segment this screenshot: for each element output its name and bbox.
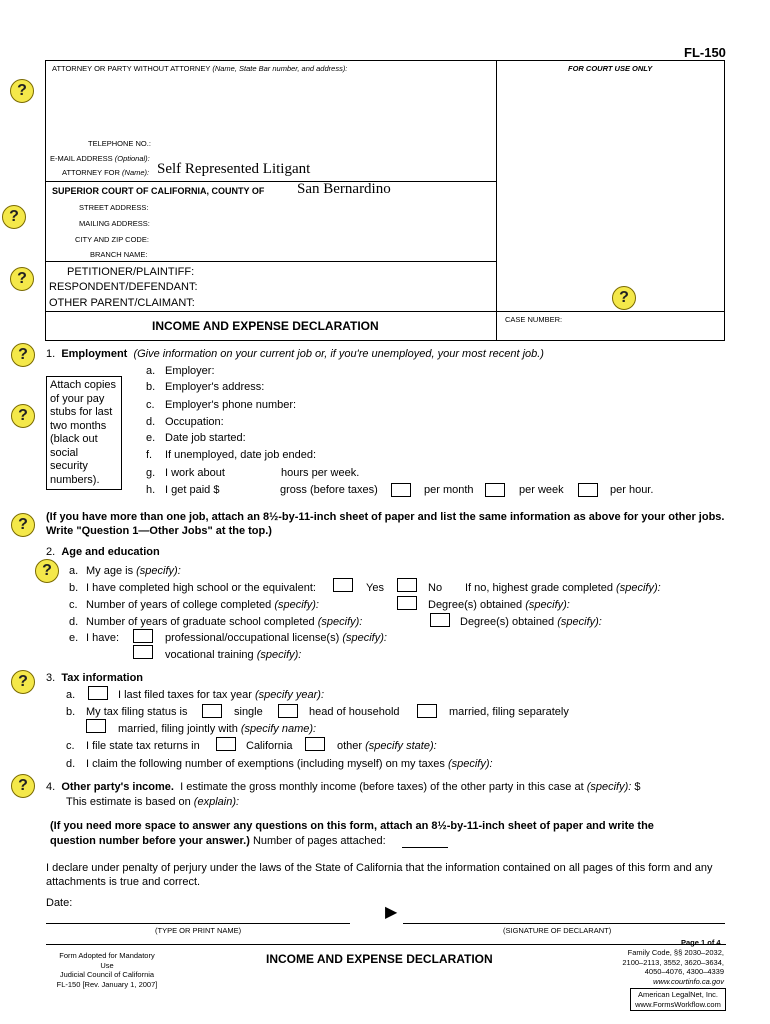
license-checkbox[interactable]	[133, 629, 153, 643]
per-month-checkbox[interactable]	[391, 483, 411, 497]
mfs-checkbox[interactable]	[417, 704, 437, 718]
vendor-box: American LegalNet, Inc. www.FormsWorkflow.com	[630, 988, 726, 1011]
q1-item: f. If unemployed, date job ended:	[146, 449, 317, 461]
help-icon[interactable]: ?	[11, 343, 35, 367]
q2-b: b. I have completed high school or the equivalent:	[69, 582, 316, 594]
q3-b: b. My tax filing status is	[66, 706, 188, 718]
per-hour-checkbox[interactable]	[578, 483, 598, 497]
q2-heading: 2. Age and education	[46, 546, 160, 558]
q2-a: a. My age is (specify):	[69, 565, 181, 577]
type-name-label: (TYPE OR PRINT NAME)	[155, 926, 242, 935]
q3-a: I last filed taxes for tax year (specify year):	[118, 689, 325, 701]
hs-no-checkbox[interactable]	[397, 578, 417, 592]
email-label: E-MAIL ADDRESS (Optional):	[50, 154, 150, 163]
college-degree-checkbox[interactable]	[397, 596, 417, 610]
help-icon[interactable]: ?	[11, 404, 35, 428]
california-label: California	[246, 740, 293, 752]
q1-item: a. Employer:	[146, 365, 215, 377]
help-icon[interactable]: ?	[35, 559, 59, 583]
help-icon[interactable]: ?	[612, 286, 636, 310]
other-state-checkbox[interactable]	[305, 737, 325, 751]
branch-label: BRANCH NAME:	[90, 250, 148, 259]
q1-item: e. Date job started:	[146, 432, 246, 444]
adopted-note: Form Adopted for Mandatory Use Judicial Council of California FL-150 [Rev. January 1, 2007]	[56, 951, 158, 989]
per-week-label: per week	[519, 484, 564, 496]
form-title: INCOME AND EXPENSE DECLARATION	[152, 319, 379, 333]
mfj-label: married, filing jointly with (specify name):	[118, 723, 317, 735]
vocational-checkbox[interactable]	[133, 645, 153, 659]
mailing-label: MAILING ADDRESS:	[79, 219, 150, 228]
declaration: I declare under penalty of perjury under the laws of the State of California that the information contained on all pages of this form and any attachments is true and correct.	[46, 862, 713, 888]
hours-label: hours per week.	[281, 467, 360, 479]
city-label: CITY AND ZIP CODE:	[75, 235, 149, 244]
help-icon[interactable]: ?	[10, 79, 34, 103]
q3-heading: 3. Tax information	[46, 672, 144, 684]
attorney-label: ATTORNEY OR PARTY WITHOUT ATTORNEY (Name, State Bar number, and address):	[52, 64, 348, 73]
case-number-label: CASE NUMBER:	[505, 315, 563, 324]
grad-degree-checkbox[interactable]	[430, 613, 450, 627]
street-label: STREET ADDRESS:	[79, 203, 149, 212]
space-note-2: question number before your answer.) Number of pages attached:	[50, 835, 386, 847]
per-week-checkbox[interactable]	[485, 483, 505, 497]
single-label: single	[234, 706, 263, 718]
vocational-label: vocational training (specify):	[165, 649, 302, 661]
per-month-label: per month	[424, 484, 474, 496]
gross-label: gross (before taxes)	[280, 484, 378, 496]
degree-label-1: Degree(s) obtained (specify):	[428, 599, 570, 611]
yes-label: Yes	[366, 582, 384, 594]
q1-item: c. Employer's phone number:	[146, 399, 297, 411]
mfs-label: married, filing separately	[449, 706, 569, 718]
date-label: Date:	[46, 897, 73, 909]
hoh-checkbox[interactable]	[278, 704, 298, 718]
help-icon[interactable]: ?	[10, 267, 34, 291]
no-label: No	[428, 582, 443, 594]
q2-c: c. Number of years of college completed (specify):	[69, 599, 319, 611]
attorney-for-value[interactable]: Self Represented Litigant	[157, 161, 311, 177]
help-icon[interactable]: ?	[11, 774, 35, 798]
q3-d: d. I claim the following number of exemptions (including myself) on my taxes (specify):	[66, 758, 493, 770]
q3-a-letter: a.	[66, 689, 76, 701]
help-icon[interactable]: ?	[11, 513, 35, 537]
telephone-label: TELEPHONE NO.:	[88, 139, 151, 148]
attorney-for-label: ATTORNEY FOR (Name):	[62, 168, 150, 177]
q2-e: e. I have:	[69, 632, 120, 644]
petitioner-label: PETITIONER/PLAINTIFF:	[67, 266, 195, 278]
california-checkbox[interactable]	[216, 737, 236, 751]
other-parent-label: OTHER PARENT/CLAIMANT:	[49, 297, 195, 309]
sign-arrow-icon: ▶	[385, 904, 398, 921]
q1-item: h. I get paid $	[146, 484, 220, 496]
q1-item: b. Employer's address:	[146, 381, 265, 393]
mfj-checkbox[interactable]	[86, 719, 106, 733]
more-jobs-note: (If you have more than one job, attach an 8½-by-11-inch sheet of paper and list the same information as above for your other jobs. Write "Question 1—Other Jobs" at the top.)	[46, 511, 725, 537]
if-no-label: If no, highest grade completed (specify):	[465, 582, 661, 594]
signature-label: (SIGNATURE OF DECLARANT)	[503, 926, 612, 935]
degree-label-2: Degree(s) obtained (specify):	[460, 616, 602, 628]
court-use-label: FOR COURT USE ONLY	[568, 64, 653, 73]
q1-heading: 1. Employment (Give information on your current job or, if you're unemployed, your most recent job.)	[46, 348, 544, 360]
q4-heading: 4. Other party's income. I estimate the gross monthly income (before taxes) of the other party in this case at (specify): $	[46, 781, 641, 793]
county-value[interactable]: San Bernardino	[297, 181, 391, 197]
attach-note: Attach copies of your pay stubs for last two months (black out social security numbers).	[46, 376, 122, 490]
hs-yes-checkbox[interactable]	[333, 578, 353, 592]
help-icon[interactable]: ?	[11, 670, 35, 694]
q3-c: c. I file state tax returns in	[66, 740, 200, 752]
per-hour-label: per hour.	[610, 484, 654, 496]
other-state-label: other (specify state):	[337, 740, 437, 752]
q1-item: g. I work about	[146, 467, 225, 479]
form-id: FL-150	[684, 45, 726, 60]
q4-basis: This estimate is based on (explain):	[66, 796, 240, 808]
license-label: professional/occupational license(s) (specify):	[165, 632, 387, 644]
footer-title: INCOME AND EXPENSE DECLARATION	[266, 952, 493, 966]
q2-d: d. Number of years of graduate school completed (specify):	[69, 616, 363, 628]
superior-court-label: SUPERIOR COURT OF CALIFORNIA, COUNTY OF	[52, 186, 265, 196]
tax-year-checkbox[interactable]	[88, 686, 108, 700]
hoh-label: head of household	[309, 706, 400, 718]
q1-item: d. Occupation:	[146, 416, 224, 428]
help-icon[interactable]: ?	[2, 205, 26, 229]
single-checkbox[interactable]	[202, 704, 222, 718]
respondent-label: RESPONDENT/DEFENDANT:	[49, 281, 198, 293]
page-number: Page 1 of 4	[681, 938, 721, 947]
space-note-1: (If you need more space to answer any questions on this form, attach an 8½-by-11-inch sheet of paper and write the	[50, 820, 654, 832]
code-citation: Family Code, §§ 2030–2032, 2100–2113, 3552, 3620–3634, 4050–4076, 4300–4339 www.courtinfo.ca.gov	[622, 948, 724, 986]
